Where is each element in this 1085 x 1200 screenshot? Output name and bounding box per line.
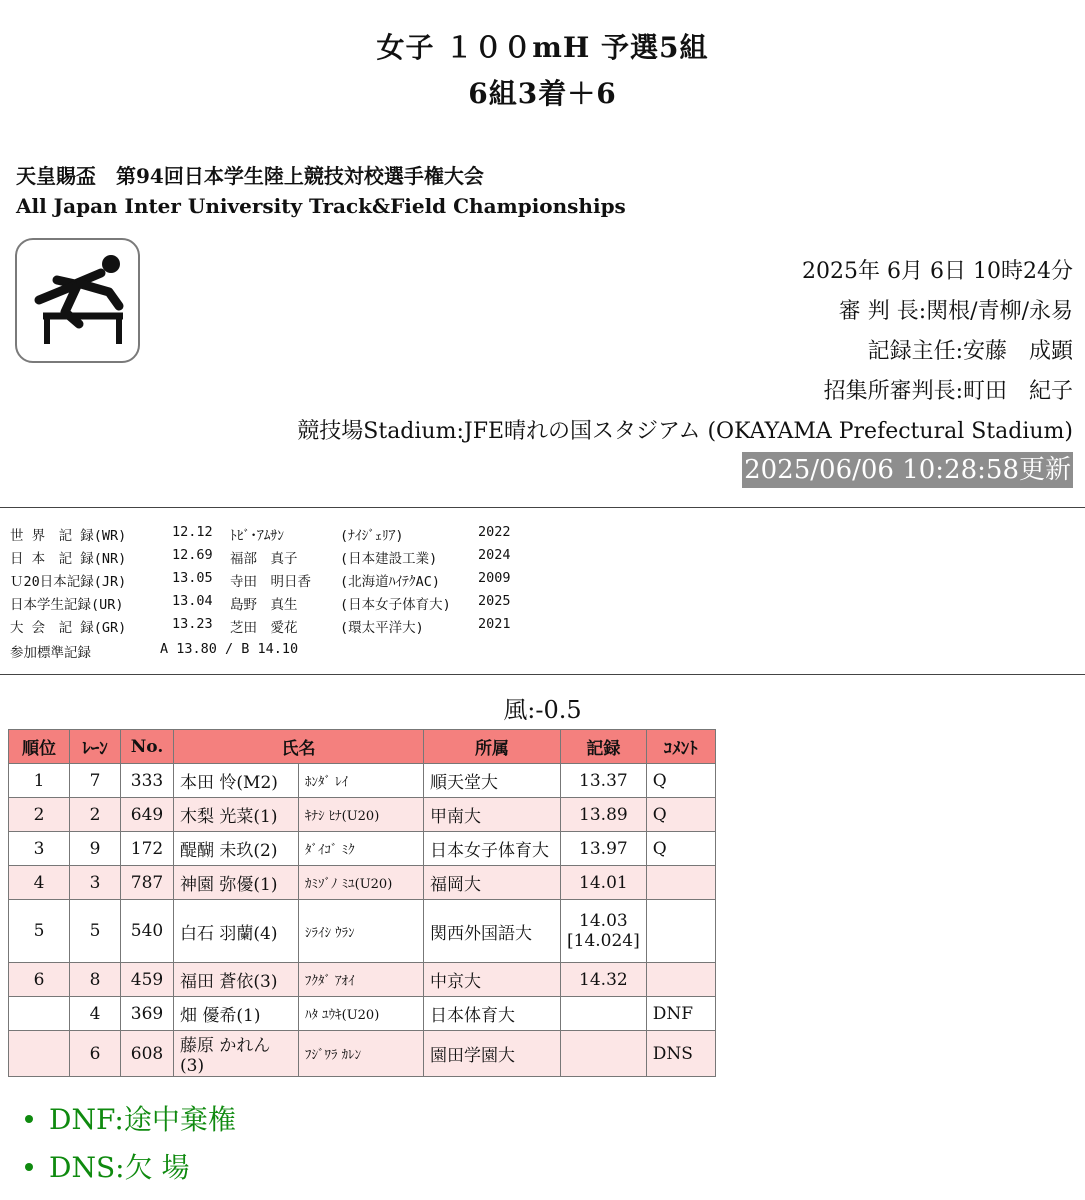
cell-no: 459 bbox=[121, 963, 174, 997]
standard-value: A 13.80 / B 14.10 bbox=[160, 641, 299, 657]
header-rank: 順位 bbox=[9, 730, 70, 764]
record-time: 13.23 bbox=[172, 616, 213, 632]
record-team: (北海道ﾊｲﾃｸAC) bbox=[340, 574, 441, 590]
call-room-referee: 招集所審判長:町田 紀子 bbox=[823, 379, 1073, 404]
cell-team: 日本女子体育大 bbox=[424, 832, 561, 866]
cell-kana: ｶﾐｿﾞﾉ ﾐﾕ(U20) bbox=[299, 866, 424, 900]
record-team: (環太平洋大) bbox=[340, 620, 424, 636]
cell-time bbox=[561, 900, 647, 963]
record-name: 島野 真生 bbox=[230, 597, 298, 613]
divider bbox=[0, 674, 1085, 675]
table-row bbox=[9, 900, 716, 963]
legend-item bbox=[25, 1098, 236, 1138]
cell-no: 369 bbox=[121, 997, 174, 1031]
cell-rank bbox=[9, 997, 70, 1031]
cell-no: 608 bbox=[121, 1031, 174, 1077]
cell-name: 藤原 かれん(3) bbox=[174, 1031, 299, 1077]
cell-comment: DNS bbox=[646, 1031, 715, 1077]
cell-no: 333 bbox=[121, 764, 174, 798]
cell-rank bbox=[9, 1031, 70, 1077]
cell-rank: 1 bbox=[9, 764, 70, 798]
cell-lane: 2 bbox=[70, 798, 121, 832]
cell-time: 13.37 bbox=[561, 764, 647, 798]
cell-time bbox=[561, 1031, 647, 1077]
cell-time: 14.32 bbox=[561, 963, 647, 997]
cell-no: 787 bbox=[121, 866, 174, 900]
record-label: 日本学生記録(UR) bbox=[10, 597, 124, 613]
cell-time-official: 14.03 bbox=[579, 911, 628, 931]
cell-time: 13.89 bbox=[561, 798, 647, 832]
cell-comment: Q bbox=[646, 832, 715, 866]
cell-comment: Q bbox=[646, 798, 715, 832]
cell-comment: Q bbox=[646, 764, 715, 798]
cell-name: 醍醐 未玖(2) bbox=[174, 832, 299, 866]
cell-lane: 7 bbox=[70, 764, 121, 798]
cell-rank: 6 bbox=[9, 963, 70, 997]
cell-name: 木梨 光菜(1) bbox=[174, 798, 299, 832]
referee: 審 判 長:関根/青柳/永易 bbox=[838, 299, 1073, 324]
updated-timestamp: 2025/06/06 10:28:58更新 bbox=[742, 452, 1073, 488]
header-time: 記録 bbox=[561, 730, 647, 764]
cell-name: 福田 蒼依(3) bbox=[174, 963, 299, 997]
record-label: 日 本 記 録(NR) bbox=[10, 551, 127, 567]
record-time: 12.12 bbox=[172, 524, 213, 540]
header-no: No. bbox=[121, 730, 174, 764]
cell-rank: 3 bbox=[9, 832, 70, 866]
meet-datetime: 2025年 6月 6日 10時24分 bbox=[802, 259, 1073, 284]
record-team: (日本女子体育大) bbox=[340, 597, 451, 613]
cell-kana: ﾌｼﾞﾜﾗ ｶﾚﾝ bbox=[299, 1031, 424, 1077]
page-subtitle: 6組3着＋6 bbox=[468, 77, 617, 110]
record-time: 13.04 bbox=[172, 593, 213, 609]
cell-lane: 5 bbox=[70, 900, 121, 963]
record-year: 2024 bbox=[478, 547, 511, 563]
record-team: (日本建設工業) bbox=[340, 551, 438, 567]
record-time: 12.69 bbox=[172, 547, 213, 563]
header-team: 所属 bbox=[424, 730, 561, 764]
header-comment: ｺﾒﾝﾄ bbox=[646, 730, 715, 764]
cell-time: 13.97 bbox=[561, 832, 647, 866]
cell-no: 649 bbox=[121, 798, 174, 832]
hurdle-runner-icon bbox=[15, 238, 140, 363]
table-row bbox=[9, 997, 716, 1031]
cell-lane: 9 bbox=[70, 832, 121, 866]
table-header-row bbox=[9, 730, 716, 764]
cell-comment bbox=[646, 900, 715, 963]
wind-reading: 風:-0.5 bbox=[503, 696, 582, 724]
header-name: 氏名 bbox=[174, 730, 424, 764]
bullet-icon bbox=[25, 1163, 33, 1171]
cell-time bbox=[561, 997, 647, 1031]
legend-dnf: DNF:途中棄権 bbox=[49, 1103, 236, 1136]
cell-no: 540 bbox=[121, 900, 174, 963]
record-name: 芝田 愛花 bbox=[230, 620, 298, 636]
record-name: 福部 真子 bbox=[230, 551, 298, 567]
cell-lane: 6 bbox=[70, 1031, 121, 1077]
record-year: 2022 bbox=[478, 524, 511, 540]
cell-name: 本田 怜(M2) bbox=[174, 764, 299, 798]
page-title: 女子 １００mH 予選5組 bbox=[376, 31, 709, 64]
cell-kana: ｼﾗｲｼ ｳﾗﾝ bbox=[299, 900, 424, 963]
divider bbox=[0, 507, 1085, 508]
cell-rank: 5 bbox=[9, 900, 70, 963]
cell-kana: ﾎﾝﾀﾞ ﾚｲ bbox=[299, 764, 424, 798]
cell-team: 甲南大 bbox=[424, 798, 561, 832]
legend-dns: DNS:欠 場 bbox=[49, 1151, 190, 1184]
cell-team: 日本体育大 bbox=[424, 997, 561, 1031]
recorder: 記録主任:安藤 成顕 bbox=[867, 339, 1073, 364]
table-row bbox=[9, 1031, 716, 1077]
cell-comment bbox=[646, 963, 715, 997]
record-year: 2025 bbox=[478, 593, 511, 609]
meet-name-ja: 天皇賜盃 第94回日本学生陸上競技対校選手権大会 bbox=[16, 164, 484, 188]
table-row bbox=[9, 963, 716, 997]
cell-comment bbox=[646, 866, 715, 900]
table-row bbox=[9, 866, 716, 900]
cell-kana: ﾊﾀ ﾕｳｷ(U20) bbox=[299, 997, 424, 1031]
cell-rank: 2 bbox=[9, 798, 70, 832]
table-row bbox=[9, 798, 716, 832]
record-name: 寺田 明日香 bbox=[230, 574, 311, 590]
record-year: 2021 bbox=[478, 616, 511, 632]
cell-team: 福岡大 bbox=[424, 866, 561, 900]
record-label: 世 界 記 録(WR) bbox=[10, 528, 127, 544]
header-lane: ﾚｰﾝ bbox=[70, 730, 121, 764]
cell-lane: 3 bbox=[70, 866, 121, 900]
cell-team: 順天堂大 bbox=[424, 764, 561, 798]
cell-name: 神園 弥優(1) bbox=[174, 866, 299, 900]
table-row bbox=[9, 832, 716, 866]
cell-time: 14.01 bbox=[561, 866, 647, 900]
cell-kana: ﾀﾞｲｺﾞ ﾐｸ bbox=[299, 832, 424, 866]
cell-time-precise: [14.024] bbox=[567, 931, 640, 951]
cell-team: 中京大 bbox=[424, 963, 561, 997]
cell-lane: 4 bbox=[70, 997, 121, 1031]
stadium: 競技場Stadium:JFE晴れの国スタジアム (OKAYAMA Prefectural Stadium) bbox=[297, 419, 1073, 444]
cell-team: 園田学園大 bbox=[424, 1031, 561, 1077]
record-year: 2009 bbox=[478, 570, 511, 586]
record-team: (ﾅｲｼﾞｪﾘｱ) bbox=[340, 528, 404, 544]
meet-name-en: All Japan Inter University Track&Field Championships bbox=[16, 194, 626, 218]
cell-rank: 4 bbox=[9, 866, 70, 900]
results-table bbox=[8, 729, 716, 1077]
standard-label: 参加標準記録 bbox=[10, 645, 91, 661]
cell-kana: ﾌｸﾀﾞ ｱｵｲ bbox=[299, 963, 424, 997]
bullet-icon bbox=[25, 1115, 33, 1123]
legend-item bbox=[25, 1146, 189, 1186]
cell-name: 畑 優希(1) bbox=[174, 997, 299, 1031]
cell-kana: ｷﾅｼ ﾋﾅ(U20) bbox=[299, 798, 424, 832]
cell-team: 関西外国語大 bbox=[424, 900, 561, 963]
cell-no: 172 bbox=[121, 832, 174, 866]
record-label: Ｕ20日本記録(JR) bbox=[10, 574, 127, 590]
cell-lane: 8 bbox=[70, 963, 121, 997]
record-time: 13.05 bbox=[172, 570, 213, 586]
table-row bbox=[9, 764, 716, 798]
record-label: 大 会 記 録(GR) bbox=[10, 620, 127, 636]
cell-name: 白石 羽蘭(4) bbox=[174, 900, 299, 963]
cell-comment: DNF bbox=[646, 997, 715, 1031]
record-name: ﾄﾋﾞ･ｱﾑｻﾝ bbox=[230, 528, 284, 544]
